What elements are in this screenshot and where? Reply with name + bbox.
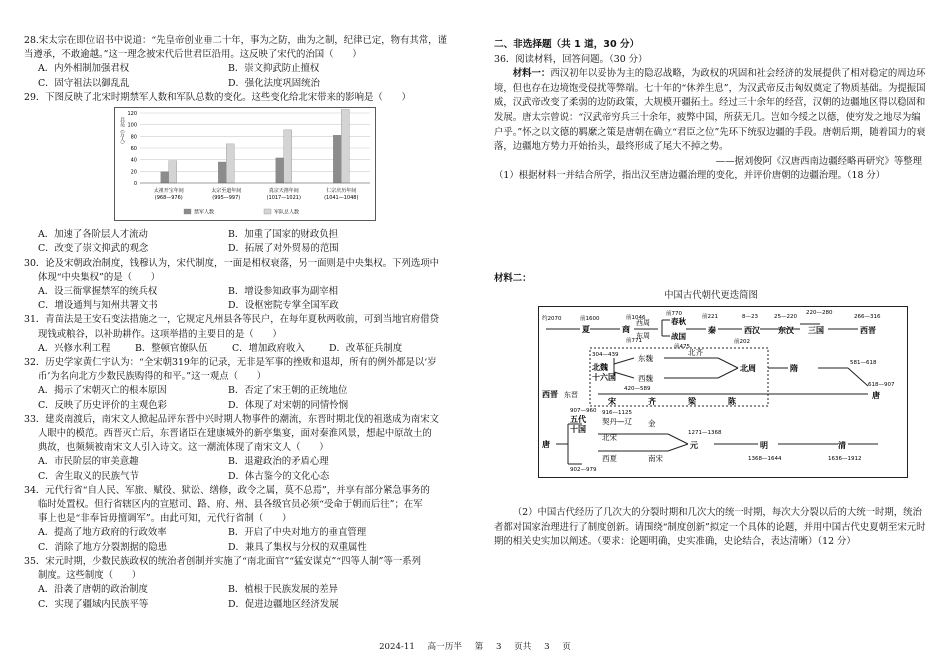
dynasty-xizhou: 西周	[636, 319, 650, 328]
dynasty-yuan: 元	[690, 441, 698, 451]
question-28	[24, 34, 456, 91]
legend-label: 禁军人数	[194, 209, 215, 216]
dynasty-song-s: 宋	[608, 397, 616, 407]
dynasty-dongjin: 东晋	[564, 391, 578, 400]
option-d[interactable]: D．体现了对宋朝的同情怜悯	[228, 399, 349, 411]
option-c[interactable]: C．改变了崇文抑武的观念	[38, 243, 149, 255]
x-tick-label: 太宗至道年间	[211, 188, 242, 195]
date-label: 581—618	[850, 360, 877, 367]
y-tick-label: 20	[130, 169, 137, 176]
question-stem-cont: 临时处置权。但行省辖区内的宣慰司、路、府、州、县各级官员必须“受命于朝而后往”；在军	[38, 499, 423, 511]
footer-date: 2024-11	[379, 642, 415, 652]
date-label: 25—220	[774, 314, 797, 321]
option-d[interactable]: D．兼具了集权与分权的双重属性	[228, 541, 367, 553]
material-source: ——据刘俊阿《汉唐西南边疆经略再研究》等整理	[715, 155, 922, 167]
option-a[interactable]: A．设三衙掌握禁军的统兵权	[38, 286, 158, 298]
dynasty-xiwei: 西魏	[638, 374, 653, 384]
option-c[interactable]: C．舍生取义的民族气节	[38, 470, 139, 482]
bar-imperial-guard	[161, 172, 169, 183]
question-stem: 35．宋元时期，少数民族政权的统治者创制并实施了“南北面官”“猛安谋克”“四等人制”等一系列	[24, 555, 421, 567]
dynasty-chen: 陈	[728, 397, 736, 407]
dynasty-wudai: 五代	[570, 415, 586, 425]
dynasty-diagram	[538, 306, 908, 478]
option-c[interactable]: C．增设通判与知州共署文书	[38, 300, 158, 312]
question-33	[24, 413, 456, 484]
footer-grade: 高一历半	[427, 642, 462, 652]
bar-chart	[114, 107, 456, 226]
dynasty-chunqiu: 春秋	[671, 317, 686, 327]
dynasty-liang: 梁	[688, 397, 696, 407]
dynasty-beisong: 北宋	[602, 433, 617, 443]
sub-question-2: （2）中国古代经历了几次大的分裂时期和几次大的统一时期，每次大分裂以后的大统一时期，统治者都对国家治理进行了制度创新。请围绕“制度创新”拟定一个具体的论题，并用中国古代史夏朝至宋元时期的相关史实加以阐述。（要求：论题明确，史实准确，史论结合，表达清晰）（12 分）	[494, 507, 926, 548]
date-label: 220—280	[806, 310, 833, 317]
dynasty-xia: 夏	[582, 325, 590, 335]
dynasty-sui: 隋	[790, 364, 798, 374]
question-stem: 29．下图反映了北宋时期禁军人数和军队总数的变化。这些变化给北宋带来的影响是（ ）	[24, 91, 411, 103]
date-label: 1271—1368	[688, 430, 722, 437]
question-stem: 32．历史学家黄仁宇认为：“全宋朝319年的记录，无非是军事的挫败和退却，所有的例外都是以‘岁	[24, 357, 437, 369]
dynasty-tang: 唐	[542, 440, 550, 450]
dynasty-beiqi: 北齐	[688, 348, 703, 358]
question-35	[24, 555, 456, 612]
right-column	[494, 38, 928, 550]
question-36: 36．阅读材料，回答问题。（30 分）	[494, 53, 648, 65]
option-d[interactable]: D．体古鉴今的文化心态	[228, 470, 330, 482]
dynasty-qing: 清	[838, 441, 846, 451]
date-label: 前771	[626, 338, 642, 345]
date-label: 618—907	[868, 382, 895, 389]
date-label: 前770	[666, 311, 682, 318]
page-footer	[0, 640, 950, 652]
dynasty-nansong: 南宋	[648, 454, 663, 464]
sub-question-1: （1）根据材料一并结合所学，指出汉至唐边疆治理的变化，并评价唐朝的边疆治理。（18 分）	[494, 170, 886, 182]
dynasty-beizhou: 北周	[740, 364, 756, 374]
dynasty-shang: 商	[622, 325, 630, 335]
bar-imperial-guard	[276, 158, 284, 183]
date-label: 前475	[674, 344, 690, 351]
footer-page: 第 3 页共 3 页	[474, 642, 571, 652]
x-tick-period: (968—976)	[154, 195, 183, 202]
option-c[interactable]: C．实现了疆域内民族平等	[38, 598, 149, 610]
dynasty-xijin: 西晋	[860, 326, 876, 336]
question-stem: 34．元代行省“自人民、军旅、赋役、狱讼、缮修，政令之属，莫不总焉”，并享有部分紧急事务的	[24, 484, 430, 496]
dynasty-tang-row2: 唐	[872, 391, 880, 401]
option-c[interactable]: C．固守祖法以御乱乱	[38, 77, 130, 89]
dynasty-shiliuguo: 十六国	[592, 373, 616, 383]
bar-total-army	[169, 161, 177, 183]
question-31	[24, 313, 456, 356]
question-stem: 31．青苗法是王安石变法措施之一，它规定凡州县各等民户，在每年夏秋两收前，可到当地官府借贷	[24, 314, 440, 326]
diagram-title: 中国古代朝代更迭简图	[664, 289, 758, 301]
x-tick-period: (995—997)	[212, 195, 241, 202]
date-label: 1636—1912	[828, 456, 862, 463]
legend-swatch	[264, 209, 271, 214]
legend-label: 军队总人数	[274, 209, 300, 216]
date-label: 266—316	[854, 314, 881, 321]
date-label: 420—589	[624, 386, 651, 393]
option-b[interactable]: B．退避政治的矛盾心理	[228, 456, 329, 468]
dynasty-jin: 金	[648, 419, 656, 429]
option-b[interactable]: B．整顿官僚队伍	[135, 342, 208, 354]
dynasty-beiwei: 北魏	[592, 363, 608, 373]
option-b[interactable]: B．增设参知政事为副宰相	[228, 286, 339, 298]
date-label: 前202	[734, 339, 750, 346]
legend-swatch	[184, 209, 191, 214]
option-a[interactable]: A．提高了地方政府的行政效率	[38, 527, 167, 539]
dynasty-zhanguo: 战国	[671, 332, 686, 342]
x-tick-label: 真宗天禧年间	[268, 188, 299, 195]
date-label: 1368—1644	[748, 456, 782, 463]
option-c[interactable]: C．增加政府收入	[232, 342, 305, 354]
dynasty-qin: 秦	[708, 326, 716, 336]
bar-chart-svg	[114, 107, 376, 221]
option-d[interactable]: D．设枢密院专掌全国军政	[228, 300, 339, 312]
question-stem: 30．论及宋朝政治制度，钱穆认为，宋代制度，一面是相权衰落，另一面则是中央集权。下列选项中	[24, 257, 440, 269]
dynasty-xihan: 西汉	[744, 326, 760, 336]
date-label: 8—23	[742, 314, 758, 321]
option-a[interactable]: A．沿袭了唐朝的政治制度	[38, 584, 148, 596]
bar-imperial-guard	[333, 135, 341, 183]
question-stem: 33．建炎南渡后，南宋文人掀起品评东晋中兴时期人物事件的潮流，东晋时期北伐的祖逖成为南宋文	[24, 413, 440, 425]
x-tick-period: (1017—1021)	[266, 195, 301, 202]
dynasty-ming: 明	[760, 441, 768, 451]
dynasty-qi-s: 齐	[648, 397, 656, 407]
option-a[interactable]: A．内外相制加强君权	[38, 63, 130, 75]
y-tick-label: 60	[130, 146, 137, 153]
y-tick-label: 80	[130, 134, 137, 141]
option-d[interactable]: D．促进边疆地区经济发展	[228, 598, 339, 610]
material-two-label: 材料二：	[494, 272, 532, 284]
dynasty-dongzhou: 东周	[636, 332, 650, 341]
option-a[interactable]: A．加速了各阶层人才流动	[38, 229, 148, 241]
material-text: 西汉初年以妥协为主的隐忍战略，为政权的巩固和社会经济的发展提供了相对稳定的周边环境，但也存在边境饱受侵扰等弊端。七十年的“休养生息”，为汉武帝反击匈奴奠定了物质基础。为提振国威，汉武帝改变了柔弱的边防政策，大规模开疆拓土。经过三十余年的经营，汉朝的边疆地区得以稳固和发展。唐太宗曾说：“汉武帝穷兵三十余年，疲弊中国，所获无几。岂如今绥之以德，使穷发之地尽为编户乎。”怀之以文德的羁縻之策是唐朝在确立“君臣之位”先环下统驭边疆的手段。唐朝后期，随着国力的衰落，边疆地方势力开始抬头，最终形成了尾大不掉之势。	[494, 68, 926, 153]
option-d[interactable]: D．强化法度巩固统治	[228, 77, 320, 89]
y-tick-label: 0	[133, 181, 137, 188]
material-one	[494, 67, 928, 155]
x-tick-label: 太祖开宝年间	[153, 188, 184, 195]
date-label: 907—960	[570, 408, 597, 415]
dynasty-xijin-row2: 西晋	[542, 390, 558, 400]
option-b[interactable]: B．否定了宋王朝的正统地位	[228, 385, 348, 397]
option-c[interactable]: C．消除了地方分裂割据的隐患	[38, 541, 168, 553]
question-30	[24, 257, 456, 314]
question-stem-cont: 典故，也频频被南宋文人引入诗文。这一潮流体现了南宋文人（ ）	[38, 442, 329, 454]
y-tick-label: 100	[127, 122, 137, 129]
y-axis-label: 兵员（万人）	[119, 117, 125, 148]
dynasty-xixia: 西夏	[602, 454, 617, 464]
x-tick-label: 仁宗庆历年间	[326, 188, 357, 195]
y-tick-label: 120	[127, 111, 137, 118]
bar-imperial-guard	[218, 162, 226, 183]
dynasty-shiguo: 十国	[570, 425, 586, 435]
date-label: 前1600	[580, 316, 600, 323]
bar-total-army	[341, 110, 349, 184]
bar-total-army	[284, 130, 292, 183]
option-b[interactable]: B．植根于民族发展的差异	[228, 584, 339, 596]
question-stem-cont: 制度。这些制度（ ）	[38, 570, 142, 582]
date-label: 前1046	[626, 315, 646, 322]
x-tick-period: (1041—1048)	[324, 195, 359, 202]
option-a[interactable]: A．揭示了宋朝灭亡的根本原因	[38, 385, 167, 397]
dynasty-donghan: 东汉	[778, 326, 794, 336]
option-b[interactable]: B．加重了国家的财政负担	[228, 229, 339, 241]
left-column	[24, 34, 456, 612]
material-label: 材料一：	[512, 68, 551, 80]
question-stem-cont: 人眼中的模范。西晋灭亡后，东晋诸臣在建康城外的新亭集宴，面对秦淮风景，想起中原故土的	[38, 428, 432, 440]
question-34	[24, 484, 456, 555]
dynasty-qidan: 契丹—辽	[602, 417, 632, 427]
option-d[interactable]: D．拓展了对外贸易的范围	[228, 243, 339, 255]
option-a[interactable]: A．兴修水利工程	[38, 342, 111, 354]
date-label: 前221	[702, 314, 718, 321]
dynasty-sanguo: 三国	[808, 326, 824, 336]
question-stem-cont: 体现“中央集权”的是（ ）	[38, 271, 161, 283]
question-stem-cont: 币’为名向北方少数民族购得的和平。”这一观点（ ）	[38, 371, 267, 383]
question-stem: 28.宋太宗在即位诏书中说道：“先皇帝创业垂二十年，事为之防，曲为之制，纪律已定，物有其常，谨当遵承，不敢逾越。”这一理念被宋代后世君臣沿用。这反映了宋代的治国（ ）	[24, 35, 447, 61]
question-29	[24, 91, 456, 257]
option-a[interactable]: A．市民阶层的审美意趣	[38, 456, 139, 468]
section-title: 二、非选择题（共 1 道，30 分）	[494, 39, 640, 50]
option-c[interactable]: C．反映了历史评价的主观色彩	[38, 399, 168, 411]
date-label: 304—439	[592, 352, 619, 359]
dynasty-dongwei: 东魏	[638, 354, 653, 364]
date-label: 约2070	[542, 316, 562, 323]
question-stem-cont: 事上也是“非奉旨毋擅调军”。由此可知，元代行省制（ ）	[38, 513, 292, 525]
option-d[interactable]: D．改革征兵制度	[329, 342, 403, 354]
bar-total-army	[226, 144, 234, 183]
option-b[interactable]: B．开启了中央对地方的垂直管理	[228, 527, 367, 539]
question-stem-cont: 现钱或粮谷，以补助耕作。这项举措的主要目的是（ ）	[38, 328, 282, 340]
question-32	[24, 356, 456, 413]
date-label: 916—1125	[602, 410, 632, 417]
option-b[interactable]: B．崇文抑武防止擅权	[228, 63, 320, 75]
date-label: 902—979	[570, 467, 597, 474]
y-tick-label: 40	[130, 157, 137, 164]
